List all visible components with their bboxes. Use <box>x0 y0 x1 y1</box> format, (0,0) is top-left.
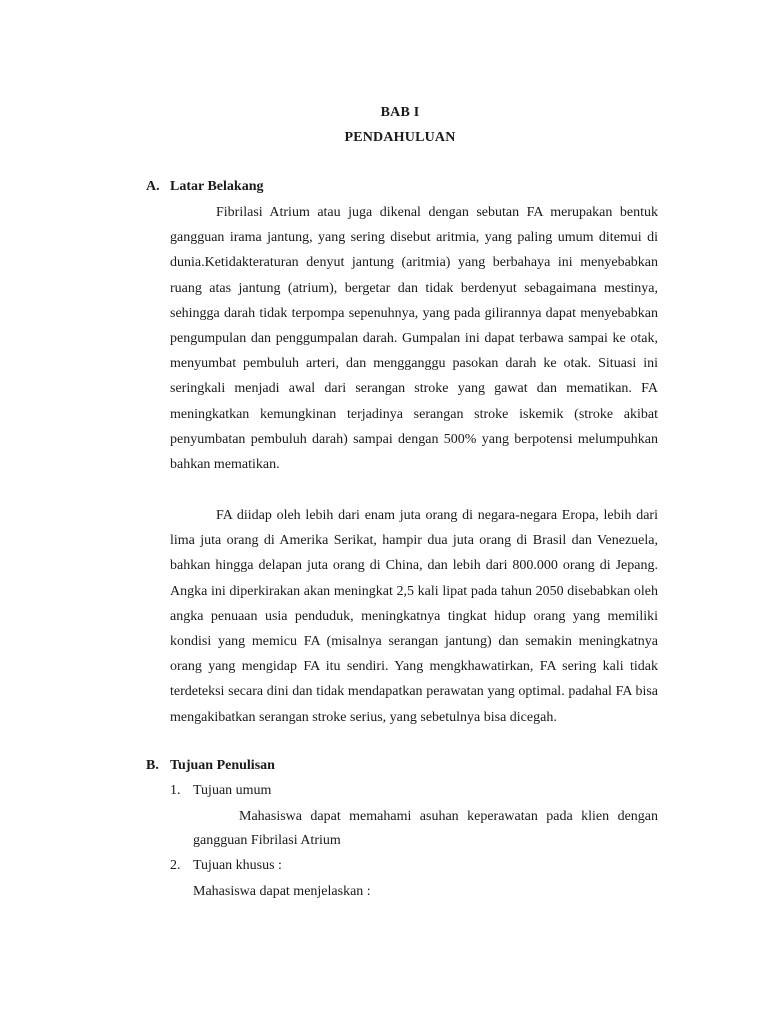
section-a-title: Latar Belakang <box>170 179 264 194</box>
specific-goal-text: Mahasiswa dapat menjelaskan : <box>193 884 371 899</box>
list-item-general-goal <box>170 783 271 799</box>
section-a-marker: A. <box>146 179 160 194</box>
general-goal-text: Mahasiswa dapat memahami asuhan keperawatan pada klien dengan gangguan Fibrilasi Atrium <box>193 809 658 848</box>
chapter-title: PENDAHULUAN <box>344 130 456 145</box>
list-item-label: Tujuan umum <box>193 783 272 798</box>
section-b-marker: B. <box>146 758 159 773</box>
background-paragraph-2: FA diidap oleh lebih dari enam juta orang di negara-negara Eropa, lebih dari lima juta orang di Amerika Serikat, hampir dua juta orang di Brasil dan Venezuela, bahkan hingga delapan juta orang di China, dan lebih dari 800.000 orang di Jepang. Angka ini diperkirakan akan meningkat 2,5 kali lipat pada tahun 2050 disebabkan oleh angka penuaan usia penduduk, meningkatnya tingkat hidup orang yang memiliki kondisi yang memicu FA (misalnya serangan jantung) dan semakin meningkatnya orang yang mengidap FA itu sendiri. Yang mengkhawatirkan, FA sering kali tidak terdeteksi secara dini dan tidak mendapatkan perawatan yang optimal. padahal FA bisa mengakibatkan serangan stroke serius, yang sebetulnya bisa dicegah. <box>170 508 658 725</box>
list-item-label: Tujuan khusus : <box>193 858 282 873</box>
list-item-marker: 2. <box>170 858 181 873</box>
section-a-heading <box>146 179 263 195</box>
list-item-marker: 1. <box>170 783 181 798</box>
section-b-title: Tujuan Penulisan <box>170 758 275 773</box>
chapter-label: BAB I <box>380 105 420 120</box>
background-paragraph-1: Fibrilasi Atrium atau juga dikenal dengan sebutan FA merupakan bentuk gangguan irama jantung, yang sering disebut aritmia, yang paling umum ditemui di dunia.Ketidakteraturan denyut jantung (aritmia) yang berbahaya ini menyebabkan ruang atas jantung (atrium), bergetar dan tidak berdenyut sebagaimana mestinya, sehingga darah tidak terpompa sepenuhnya, yang pada gilirannya dapat menyebabkan pengumpulan dan penggumpalan darah. Gumpalan ini dapat terbawa sampai ke otak, menyumbat pembuluh arteri, dan mengganggu pasokan darah ke otak. Situasi ini seringkali menjadi awal dari serangan stroke yang gawat dan mematikan. FA meningkatkan kemungkinan terjadinya serangan stroke iskemik (stroke akibat penyumbatan pembuluh darah) sampai dengan 500% yang berpotensi melumpuhkan bahkan mematikan. <box>170 205 658 473</box>
section-b-heading <box>146 758 275 774</box>
list-item-specific-goal <box>170 858 282 874</box>
